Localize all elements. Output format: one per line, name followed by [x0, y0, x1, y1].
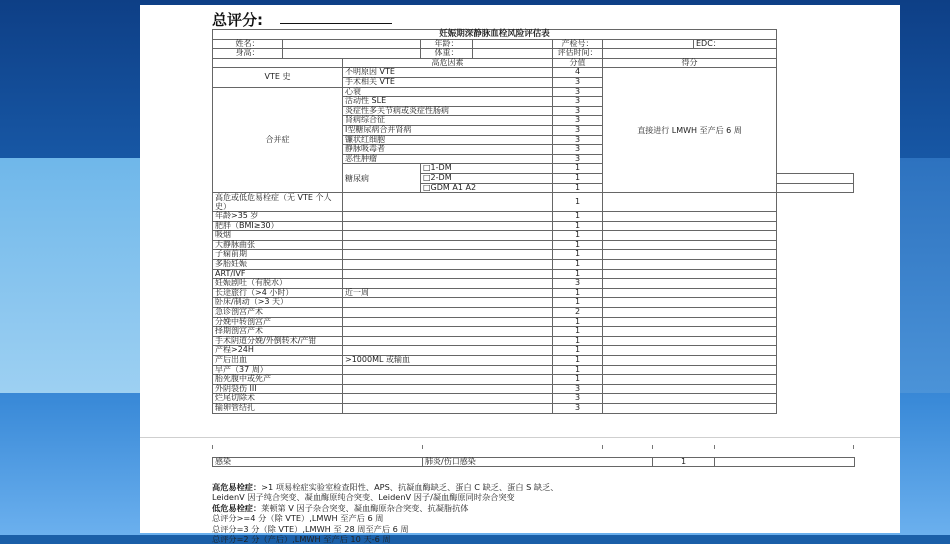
obtained-cell: [603, 384, 777, 394]
obtained-cell: [603, 365, 777, 375]
factor-cell: 胎死腹中或死产: [213, 375, 343, 385]
factor-cell: 感染: [213, 458, 423, 467]
factor-cell: 炎症性多关节病或炎症性肠病: [343, 106, 553, 116]
name-field: [283, 39, 421, 49]
table-row: [213, 403, 854, 413]
score-cell: 3: [553, 279, 603, 289]
table-row: [213, 269, 854, 279]
table-row: [213, 250, 854, 260]
obtained-cell: [603, 288, 777, 298]
score-cell: 1: [553, 336, 603, 346]
obtained-cell: [603, 231, 777, 241]
score-cell: 1: [553, 173, 603, 183]
score-cell: 3: [553, 116, 603, 126]
prenatal-id-label: 产检号：: [553, 39, 603, 49]
name-label: 姓名：: [213, 39, 283, 49]
age-field: [473, 39, 553, 49]
table-row: [213, 336, 854, 346]
factor-cell: 择期剖宫产术: [213, 327, 343, 337]
table-row: [213, 394, 854, 404]
group-comorbidity: 合并症: [213, 87, 343, 193]
assess-time-field: [603, 49, 777, 59]
dm-option: □GDM A1 A2: [421, 183, 553, 193]
score-cell: 3: [553, 87, 603, 97]
prenatal-id-field: [603, 39, 694, 49]
factor-cell: 肾病综合征: [343, 116, 553, 126]
score-cell: 1: [553, 327, 603, 337]
factor-cell: 高危或低危易栓症（无 VTE 个人史）: [213, 193, 343, 212]
score-cell: 3: [553, 77, 603, 87]
table-row: [213, 240, 854, 250]
patient-info-row-1: [213, 39, 854, 49]
factor-cell: 大静脉曲张: [213, 240, 343, 250]
factor-cell: 不明原因 VTE: [343, 68, 553, 78]
col-header-obtained: 得分: [603, 58, 777, 68]
detail-cell: [343, 308, 553, 318]
dm-option: □2-DM: [421, 173, 553, 183]
score-cell: 1: [553, 365, 603, 375]
continued-table: [212, 457, 855, 467]
page-break-marks: [212, 445, 854, 449]
factor-cell: 镰状红细胞: [343, 135, 553, 145]
obtained-cell: [603, 336, 777, 346]
score-cell: 1: [553, 193, 603, 212]
score-cell: 3: [553, 394, 603, 404]
detail-cell: 近一周: [343, 288, 553, 298]
table-row: [213, 384, 854, 394]
detail-cell: [343, 212, 553, 222]
score-note: 直接进行 LMWH 至产后 6 周: [603, 68, 777, 193]
detail-cell: [343, 279, 553, 289]
detail-cell: [343, 384, 553, 394]
table-row: [213, 279, 854, 289]
obtained-cell: [603, 269, 777, 279]
note-rule-1: 总评分>=4 分（除 VTE）,LMWH 至产后 6 周: [212, 513, 384, 524]
score-cell: 1: [553, 269, 603, 279]
page-break-tick: [422, 445, 423, 449]
table-row: [213, 68, 854, 78]
obtained-cell: [603, 279, 777, 289]
page-break-tick: [652, 445, 653, 449]
obtained-cell: [603, 212, 777, 222]
col-header-factor: 高危因素: [343, 58, 553, 68]
factor-cell: 产程>24H: [213, 346, 343, 356]
obtained-cell: [603, 327, 777, 337]
detail-cell: [343, 250, 553, 260]
table-row: [213, 375, 854, 385]
detail-cell: [343, 336, 553, 346]
detail-cell: [343, 298, 553, 308]
total-score-blank: [280, 23, 392, 24]
detail-cell: [343, 365, 553, 375]
score-cell: 1: [553, 346, 603, 356]
note-rule-3: 总评分=2 分（产后）,LMWH 至产后 10 天-6 周: [212, 534, 391, 544]
factor-cell: 卧床/制动（>3 天）: [213, 298, 343, 308]
detail-cell: [343, 260, 553, 270]
factor-cell: 静脉吸毒者: [343, 145, 553, 155]
other-factor-rows: [213, 212, 854, 413]
factor-cell: 长途旅行（>4 小时）: [213, 288, 343, 298]
score-cell: 1: [553, 298, 603, 308]
detail-cell: [343, 269, 553, 279]
factor-cell: 子痫前期: [213, 250, 343, 260]
detail-cell: [343, 403, 553, 413]
score-cell: 3: [553, 97, 603, 107]
obtained-cell: [603, 375, 777, 385]
score-cell: 1: [653, 458, 715, 467]
table-row: [213, 356, 854, 366]
form-title: 妊娠期深静脉血栓风险评估表: [213, 30, 777, 40]
note-rule-2: 总评分=3 分（除 VTE）,LMWH 至 28 周至产后 6 周: [212, 523, 409, 534]
score-cell: 1: [553, 212, 603, 222]
factor-cell: 早产（37 周）: [213, 365, 343, 375]
score-cell: 1: [553, 250, 603, 260]
total-score-label: 总评分:: [212, 11, 263, 29]
page-break-tick: [212, 445, 213, 449]
factor-cell: 产后出血: [213, 356, 343, 366]
detail-cell: [343, 240, 553, 250]
factor-cell: 手术相关 VTE: [343, 77, 553, 87]
edc-label: EDC：: [696, 38, 721, 48]
factor-cell: 外阴裂伤 III: [213, 384, 343, 394]
table-row: [213, 231, 854, 241]
score-cell: 1: [553, 240, 603, 250]
table-row: [213, 193, 854, 212]
obtained-cell: [603, 260, 777, 270]
page-break-tick: [714, 445, 715, 449]
table-row: [213, 365, 854, 375]
factor-cell: 心衰: [343, 87, 553, 97]
factor-cell: 输卵管结扎: [213, 403, 343, 413]
weight-field: [473, 49, 553, 59]
detail-cell: [343, 231, 553, 241]
factor-cell: 恶性肿瘤: [343, 154, 553, 164]
score-cell: 1: [553, 164, 603, 174]
slide-left-panel: [0, 158, 140, 393]
col-header-score: 分值: [553, 58, 603, 68]
detail-cell: [343, 317, 553, 327]
dm-label: 糖尿病: [343, 164, 421, 193]
page-break-tick: [853, 445, 854, 449]
document-page: [140, 5, 900, 544]
detail-cell: >1000ML 或输血: [343, 356, 553, 366]
factor-cell: 肥胖（BMI≥30）: [213, 221, 343, 231]
score-cell: 1: [553, 317, 603, 327]
factor-cell: 妊娠剧吐（有脱水）: [213, 279, 343, 289]
factor-cell: 手术阴道分娩/外倒转术/产钳: [213, 336, 343, 346]
obtained-cell: [603, 240, 777, 250]
factor-cell: 分娩中转剖宫产: [213, 317, 343, 327]
note-low-risk: 低危易栓症：莱顿第 V 因子杂合突变、凝血酶原杂合突变、抗凝脂抗体: [212, 502, 469, 513]
height-field: [283, 49, 421, 59]
weight-label: 体重：: [421, 49, 473, 59]
score-cell: 3: [553, 135, 603, 145]
detail-cell: [343, 375, 553, 385]
score-cell: 3: [553, 125, 603, 135]
score-cell: 1: [553, 183, 603, 193]
score-cell: 4: [553, 68, 603, 78]
obtained-cell: [603, 346, 777, 356]
factor-cell: 烂尾切除术: [213, 394, 343, 404]
factor-cell: 活动性 SLE: [343, 97, 553, 107]
table-row: [213, 212, 854, 222]
detail-cell: [343, 394, 553, 404]
obtained-cell: [603, 221, 777, 231]
factor-cell: ART/IVF: [213, 269, 343, 279]
score-cell: 3: [553, 384, 603, 394]
patient-info-row-2: [213, 49, 854, 59]
factor-cell: 急诊剖宫产术: [213, 308, 343, 318]
score-cell: 1: [553, 260, 603, 270]
table-row: [213, 221, 854, 231]
score-cell: 1: [553, 288, 603, 298]
score-cell: 3: [553, 403, 603, 413]
factor-cell: I型糖尿病合并肾病: [343, 125, 553, 135]
height-label: 身高：: [213, 49, 283, 59]
table-row: [213, 346, 854, 356]
detail-cell: 肺炎/伤口感染: [423, 458, 653, 467]
score-cell: 2: [553, 308, 603, 318]
note-high-risk-cont: LeidenV 因子纯合突变、凝血酶原纯合突变、LeidenV 因子/凝血酶原同时杂合突变: [212, 492, 515, 503]
page-separator: [140, 437, 900, 438]
score-cell: 3: [553, 106, 603, 116]
group-vte: VTE 史: [213, 68, 343, 87]
dm-option: □1-DM: [421, 164, 553, 174]
obtained-cell: [603, 403, 777, 413]
obtained-cell: [603, 298, 777, 308]
table-row: [213, 260, 854, 270]
table-row: [213, 308, 854, 318]
edc-field: [694, 39, 777, 49]
factor-cell: 多胎妊娠: [213, 260, 343, 270]
factor-cell: 年龄>35 岁: [213, 212, 343, 222]
obtained-cell: [603, 308, 777, 318]
table-row: [213, 327, 854, 337]
table-row: [213, 458, 855, 467]
obtained-cell: [603, 356, 777, 366]
score-cell: 3: [553, 154, 603, 164]
notes-section: [212, 482, 872, 544]
assess-time-label: 评估时间：: [553, 49, 603, 59]
risk-assessment-table: [212, 29, 854, 414]
obtained-cell: [603, 394, 777, 404]
column-header-row: [213, 58, 854, 68]
detail-cell: [343, 193, 553, 212]
factor-cell: 吸烟: [213, 231, 343, 241]
score-cell: 1: [553, 375, 603, 385]
score-cell: 1: [553, 221, 603, 231]
score-cell: 1: [553, 356, 603, 366]
score-cell: 1: [553, 231, 603, 241]
table-row: [213, 298, 854, 308]
table-row: [213, 317, 854, 327]
table-row: [213, 288, 854, 298]
note-high-risk: 高危易栓症：>1 项易栓症实验室检查阳性、APS、抗凝血酶缺乏、蛋白 C 缺乏、蛋白 S 缺乏、: [212, 482, 559, 492]
score-cell: 3: [553, 145, 603, 155]
detail-cell: [343, 221, 553, 231]
page-break-tick: [602, 445, 603, 449]
age-label: 年龄：: [421, 39, 473, 49]
obtained-cell: [603, 250, 777, 260]
obtained-cell: [603, 317, 777, 327]
detail-cell: [343, 327, 553, 337]
